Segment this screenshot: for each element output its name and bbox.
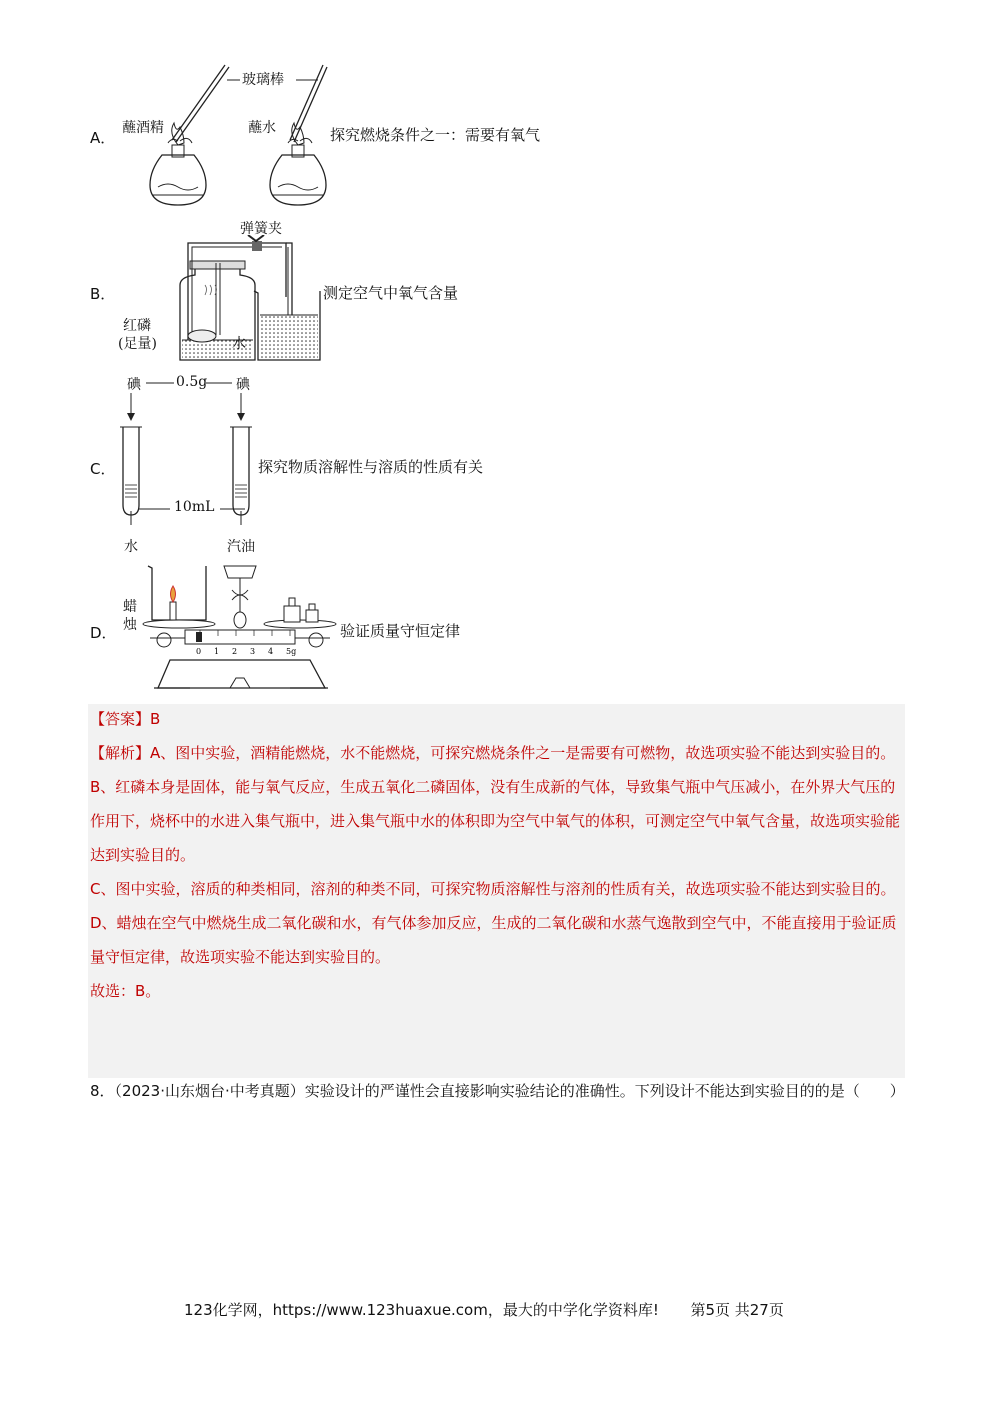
analysis-paragraph-c: C、图中实验，溶质的种类相同，溶剂的种类不同，可探究物质溶解性与溶剂的性质有关，故选项实验不能达到实验目的。 [90,880,896,898]
analysis-paragraph-d: D、蜡烛在空气中燃烧生成二氧化碳和水，有气体参加反应，生成的二氧化碳和水蒸气逸散到空气中，不能直接用于验证质量守恒定律，故选项实验不能达到实验目的。 [90,914,897,966]
option-b-letter: B． [90,285,116,303]
label-iodine-right: 碘 [236,377,250,393]
footer [184,1299,784,1320]
label-glass-rod: 玻璃棒 [242,72,284,88]
option-a-letter: A． [90,129,116,147]
option-d-letter: D． [90,624,117,642]
answer-value: B [150,710,161,728]
analysis-conclusion: 故选：B。 [90,982,161,1000]
question-8: 8．（2023·山东烟台·中考真题）实验设计的严谨性会直接影响实验结论的准确性。下列设计不能达到实验目的的是（ ） [90,1082,905,1100]
option-c-caption: 探究物质溶解性与溶质的性质有关 [258,458,484,476]
label-spring-clip: 弹簧夹 [240,221,282,237]
analysis-paragraph-a: 【解析】A、图中实验，酒精能燃烧，水不能燃烧，可探究燃烧条件之一是需要有可燃物，故选项实验不能达到实验目的。 [90,744,896,762]
label-dip-water: 蘸水 [248,120,276,136]
answer-line [90,702,905,736]
analysis-label: 【解析】 [90,744,151,762]
label-water-b: 水 [232,336,246,352]
label-candle-1: 蜡 [123,599,137,615]
label-candle-2: 烛 [123,617,137,633]
label-sufficient: (足量) [118,336,157,352]
label-gasoline: 汽油 [227,539,255,555]
label-mass: 0.5g [176,374,208,390]
label-red-phosphorus: 红磷 [123,318,151,334]
svg-text:0: 0 [196,647,202,656]
option-c-letter: C． [90,460,116,478]
footer-site: 123化学网，https://www.123huaxue.com，最大的中学化学资料库! [184,1301,659,1319]
option-d-diagram [140,560,340,695]
svg-text:5g: 5g [286,647,297,656]
label-dip-alcohol: 蘸酒精 [122,120,164,136]
option-d-caption: 验证质量守恒定律 [340,622,461,640]
svg-text:2: 2 [232,647,238,656]
svg-text:3: 3 [250,647,256,656]
footer-page: 第5页 共27页 [690,1301,784,1319]
option-b-caption: 测定空气中氧气含量 [323,284,459,302]
analysis-paragraph-b: B、红磷本身是固体，能与氧气反应，生成五氧化二磷固体，没有生成新的气体，导致集气瓶中气压减小，在外界大气压的作用下，烧杯中的水进入集气瓶中，进入集气瓶中水的体积即为空气中氧气的体积，可测定空气中氧气含量，故选项实验能达到实验目的。 [90,778,901,864]
label-water-c: 水 [124,539,138,555]
svg-text:1: 1 [214,647,220,656]
option-a-caption: 探究燃烧条件之一：需要有氧气 [330,126,541,144]
label-volume: 10mL [174,499,215,515]
label-iodine-left: 碘 [127,377,141,393]
answer-analysis [90,702,905,1008]
answer-label: 【答案】 [90,710,151,728]
svg-text:4: 4 [268,647,274,656]
